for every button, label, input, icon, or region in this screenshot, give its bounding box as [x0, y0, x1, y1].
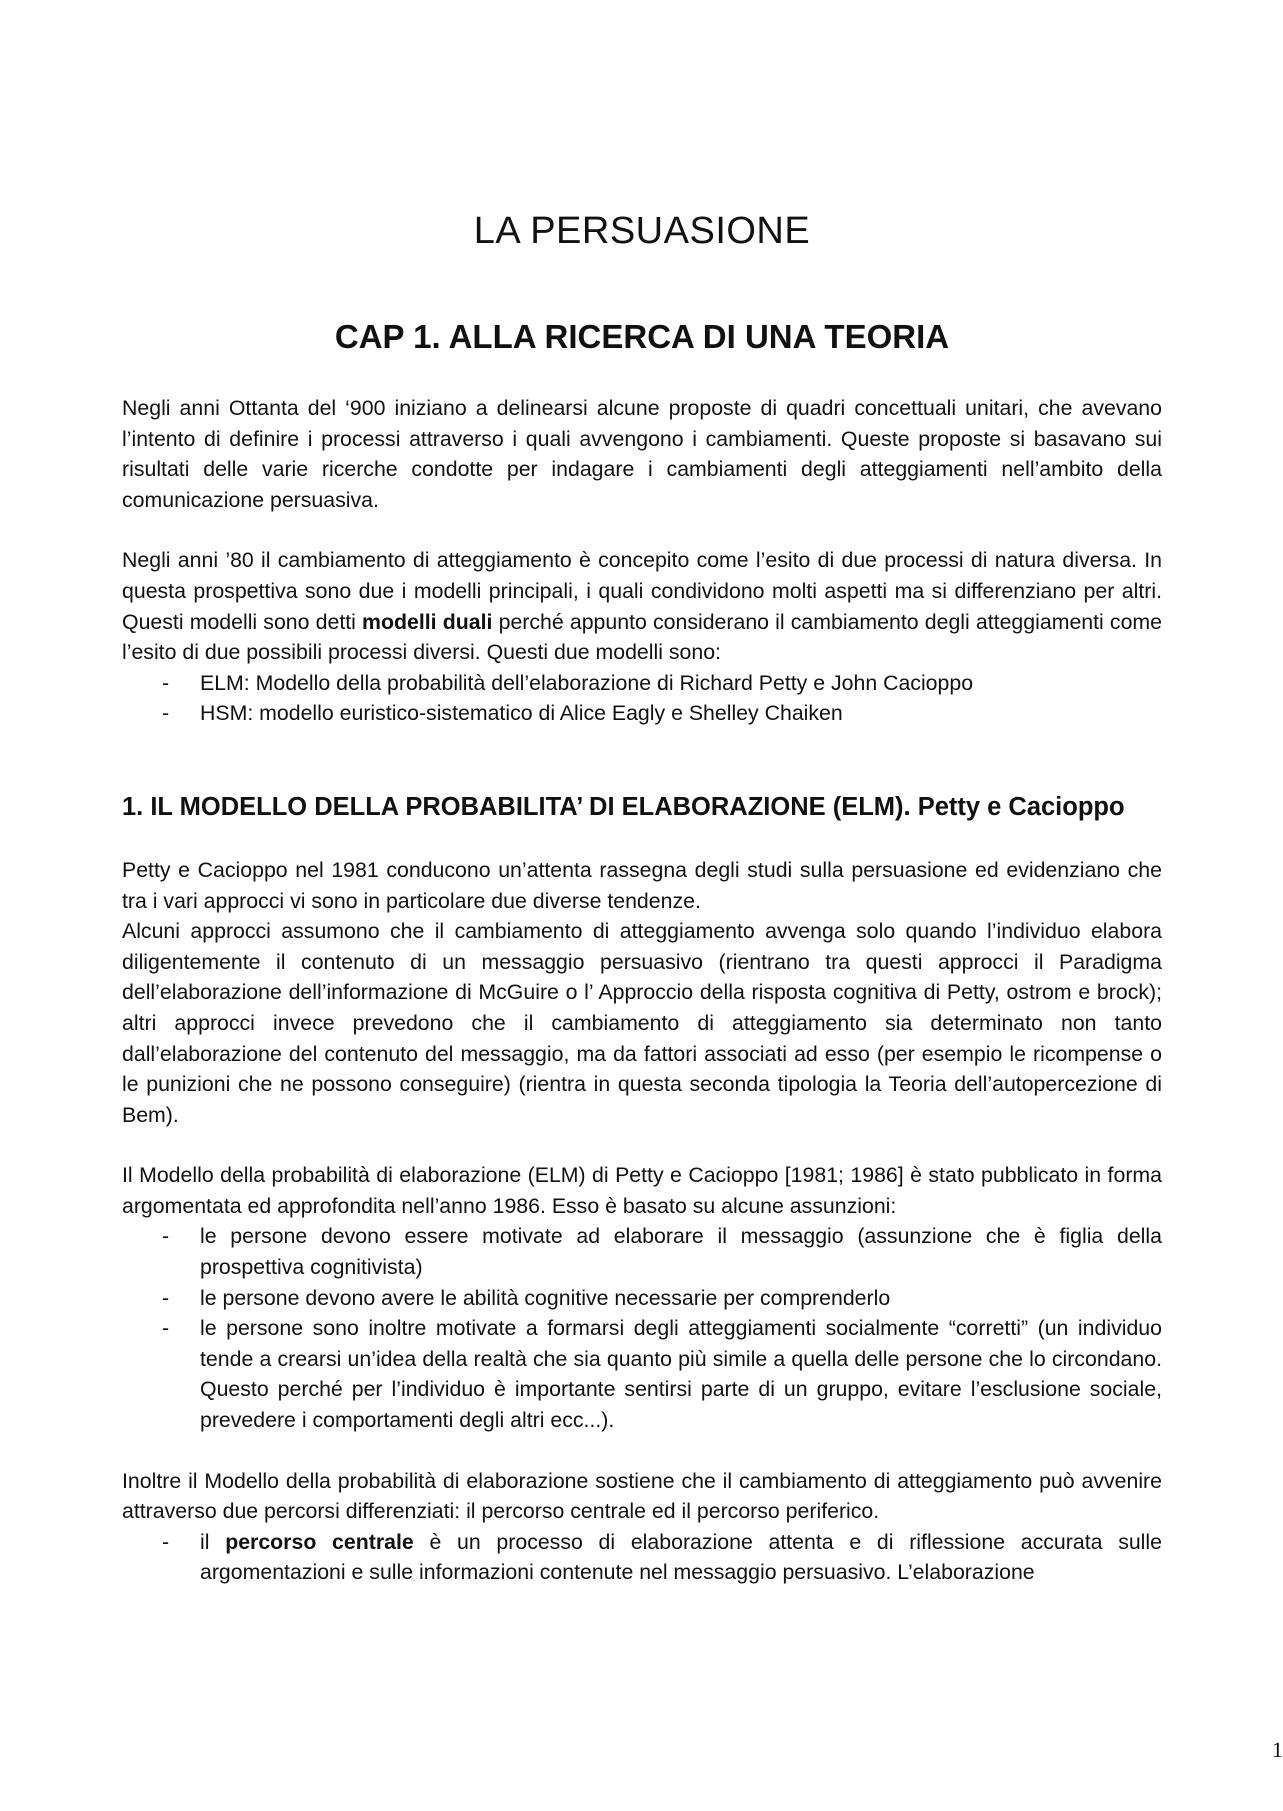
list-item	[122, 698, 1162, 729]
list-item	[122, 668, 1162, 699]
intro-paragraph-2	[122, 545, 1162, 667]
section-paragraph: Alcuni approcci assumono che il cambiamento di atteggiamento avvenga solo quando l’individuo elabora diligentemente il contenuto di un messaggio persuasivo (rientrano tra questi approcci il Paradigma dell’elaborazione dell’informazione di McGuire o l’ Approccio della risposta cognitiva di Petty, ostrom e brock); altri approcci invece prevedono che il cambiamento di atteggiamento sia determinato non tanto dall’elaborazione del contenuto del messaggio, ma da fattori associati ad esso (per esempio le ricompense o le punizioni che ne possono conseguire) (rientra in questa seconda tipologia la Teoria dell’autopercezione di Bem).	[122, 919, 1162, 1127]
models-list	[122, 668, 1162, 729]
list-item-text: ELM: Modello della probabilità dell’elaborazione di Richard Petty e John Cacioppo	[200, 670, 974, 695]
text-span: perché appunto considerano il cambiamento degli atteggiamenti come l’esito di due possibili processi diversi. Questi due modelli sono:	[122, 609, 1163, 665]
chapter-title: CAP 1. ALLA RICERCA DI UNA TEORIA	[334, 318, 950, 355]
list-item	[122, 1313, 1162, 1435]
list-item	[122, 1221, 1162, 1282]
dash-bullet: -	[162, 1529, 170, 1554]
list-item	[122, 1283, 1162, 1314]
document-title: LA PERSUASIONE	[473, 210, 811, 252]
section-paragraph: Il Modello della probabilità di elaborazione (ELM) di Petty e Cacioppo [1981; 1986] è stato pubblicato in forma argomentata ed approfondita nell’anno 1986. Esso è basato su alcune assunzioni:	[122, 1163, 1162, 1218]
dash-bullet: -	[162, 1224, 170, 1249]
list-item-text: HSM: modello euristico-sistematico di Alice Eagly e Shelley Chaiken	[200, 701, 843, 726]
page-number: 1	[1272, 1737, 1283, 1762]
list-item-text: le persone devono avere le abilità cognitive necessarie per comprenderlo	[200, 1285, 891, 1310]
intro-paragraph-1: Negli anni Ottanta del ‘900 iniziano a delinearsi alcune proposte di quadri concettuali unitari, che avevano l’intento di definire i processi attraverso i quali avvengono i cambiamenti. Queste proposte si basavano sui risultati delle varie ricerche condotte per indagare i cambiamenti degli atteggiamenti nell’ambito della comunicazione persuasiva.	[122, 396, 1162, 512]
dash-bullet: -	[162, 1316, 170, 1341]
routes-list	[122, 1527, 1162, 1588]
section-paragraph: Inoltre il Modello della probabilità di elaborazione sostiene che il cambiamento di atteggiamento può avvenire attraverso due percorsi differenziati: il percorso centrale ed il percorso periferico.	[122, 1468, 1162, 1524]
assumptions-list	[122, 1221, 1162, 1435]
text-span: il	[200, 1529, 226, 1554]
list-item	[122, 1527, 1162, 1588]
list-item-text: le persone devono essere motivate ad elaborare il messaggio (assunzione che è figlia della prospettiva cognitivista)	[200, 1224, 1162, 1280]
text-span: è un processo di elaborazione attenta e di riflessione accurata sulle argomentazioni e sulle informazioni contenute nel messaggio persuasivo. L’elaborazione	[200, 1529, 1162, 1585]
dash-bullet: -	[162, 670, 170, 695]
section-paragraph: Petty e Cacioppo nel 1981 conducono un’attenta rassegna degli studi sulla persuasione ed evidenziano che tra i vari approcci vi sono in particolare due diverse tendenze.	[122, 857, 1162, 913]
dash-bullet: -	[162, 1285, 170, 1310]
bold-term: modelli duali	[362, 609, 493, 634]
document-body	[122, 393, 1162, 1588]
dash-bullet: -	[162, 701, 170, 726]
bold-term: percorso centrale	[225, 1529, 414, 1554]
section-heading: 1. IL MODELLO DELLA PROBABILITA’ DI ELABORAZIONE (ELM). Petty e Cacioppo	[122, 792, 1125, 821]
list-item-text: le persone sono inoltre motivate a formarsi degli atteggiamenti socialmente “corretti” (un individuo tende a crearsi un’idea della realtà che sia quanto più simile a quella delle persone che lo circondano. Questo perché per l’individuo è importante sentirsi parte di un gruppo, evitare l’esclusione sociale, prevedere i comportamenti degli altri ecc...).	[200, 1316, 1162, 1433]
text-span: Negli anni ’80 il cambiamento di atteggiamento è concepito come l’esito di due processi di natura diversa. In questa prospettiva sono due i modelli principali, i quali condividono molti aspetti ma si differenziano per altri. Questi modelli sono detti	[122, 548, 1162, 634]
